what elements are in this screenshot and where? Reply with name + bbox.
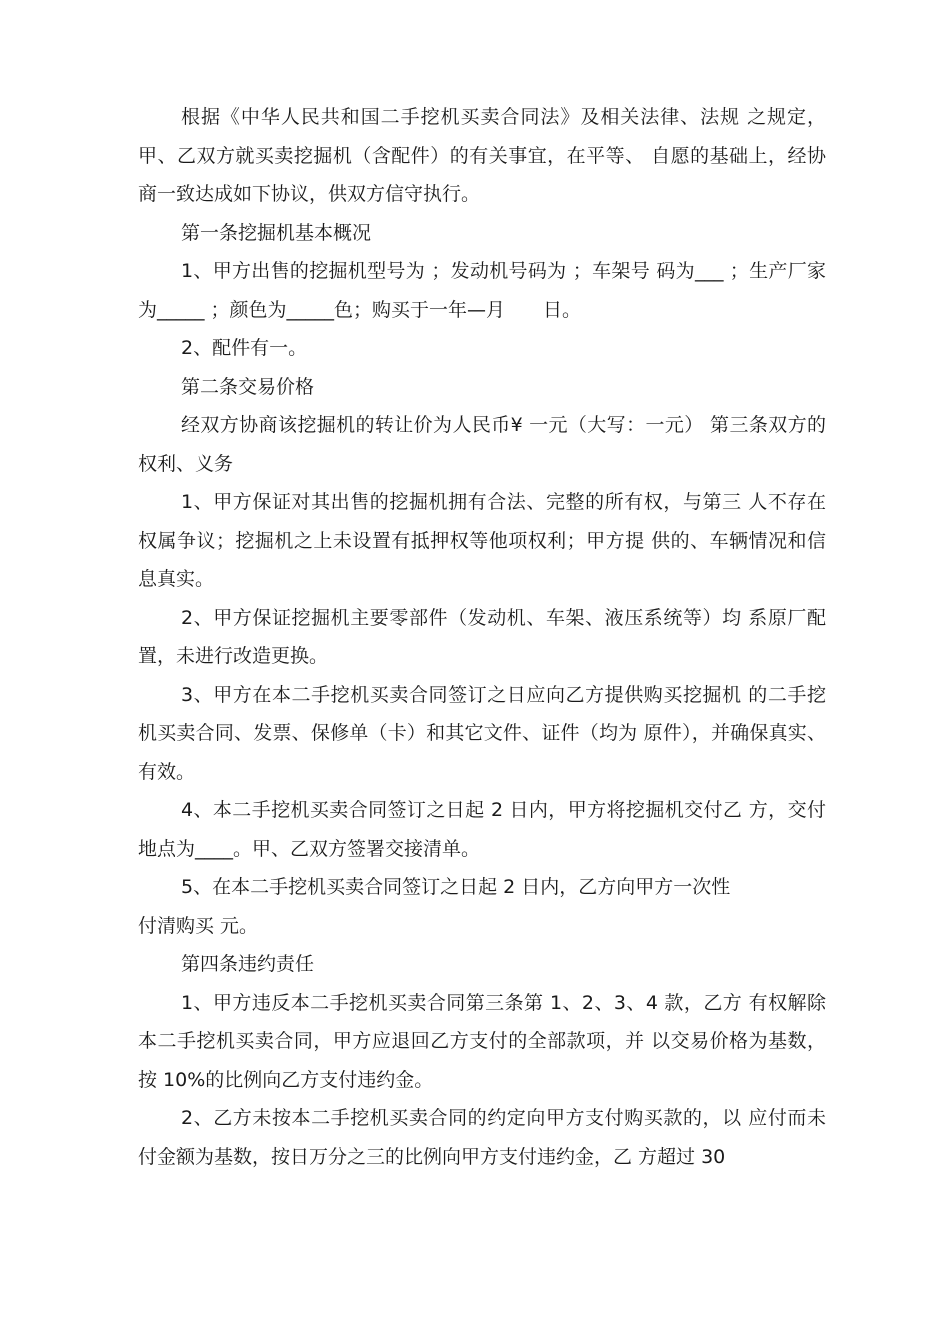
paragraph-4-2: 2、乙方未按本二手挖机买卖合同的约定向甲方支付购买款的，以 应付而未付金额为基数，按日万分之三的比例向甲方支付违约金，乙 方超过 30 — [138, 1107, 826, 1168]
paragraph-3-4: 4、本二手挖机买卖合同签订之日起 2 日内，甲方将挖掘机交付乙 方，交付地点为____。甲、乙双方签署交接清单。 — [138, 799, 826, 860]
paragraph-3-2: 2、甲方保证挖掘机主要零部件（发动机、车架、液压系统等）均 系原厂配置，未进行改造更换。 — [138, 606, 826, 667]
document-body — [138, 98, 826, 1176]
paragraph-3-1: 1、甲方保证对其出售的挖掘机拥有合法、完整的所有权，与第三 人不存在权属争议；挖掘机之上未设置有抵押权等他项权利；甲方提 供的、车辆情况和信息真实。 — [138, 491, 826, 590]
paragraph-1-2: 2、配件有一。 — [181, 337, 308, 359]
paragraph-3-3: 3、甲方在本二手挖机买卖合同签订之日应向乙方提供购买挖掘机 的二手挖机买卖合同、发票、保修单（卡）和其它文件、证件（均为 原件），并确保真实、有效。 — [138, 683, 826, 783]
paragraph-3-5: 5、在本二手挖机买卖合同签订之日起 2 日内，乙方向甲方一次性 — [181, 876, 731, 898]
paragraph-1-1: 1、甲方出售的挖掘机型号为 ；发动机号码为 ；车架号 码为___ ；生产厂家为_____ ；颜色为_____色；购买于一年—月 日。 — [138, 260, 826, 321]
section-heading-4: 第四条违约责任 — [181, 953, 315, 975]
section-heading-1: 第一条挖掘机基本概况 — [181, 221, 372, 244]
paragraph-3-5-continued: 付清购买 元。 — [138, 914, 259, 937]
paragraph-preamble: 根据《中华人民共和国二手挖机买卖合同法》及相关法律、法规 之规定，甲、乙双方就买卖挖掘机（含配件）的有关事宜，在平等、 自愿的基础上，经协商一致达成如下协议，供双方信守执行。 — [138, 106, 826, 205]
section-heading-2: 第二条交易价格 — [181, 375, 315, 398]
paragraph-2-price: 经双方协商该挖掘机的转让价为人民币¥ 一元（大写：一元） 第三条双方的权利、义务 — [138, 414, 826, 475]
paragraph-4-1: 1、甲方违反本二手挖机买卖合同第三条第 1、2、3、4 款，乙方 有权解除本二手挖机买卖合同，甲方应退回乙方支付的全部款项，并 以交易价格为基数，按 10%的比例向乙方支付违约金。 — [138, 991, 826, 1091]
